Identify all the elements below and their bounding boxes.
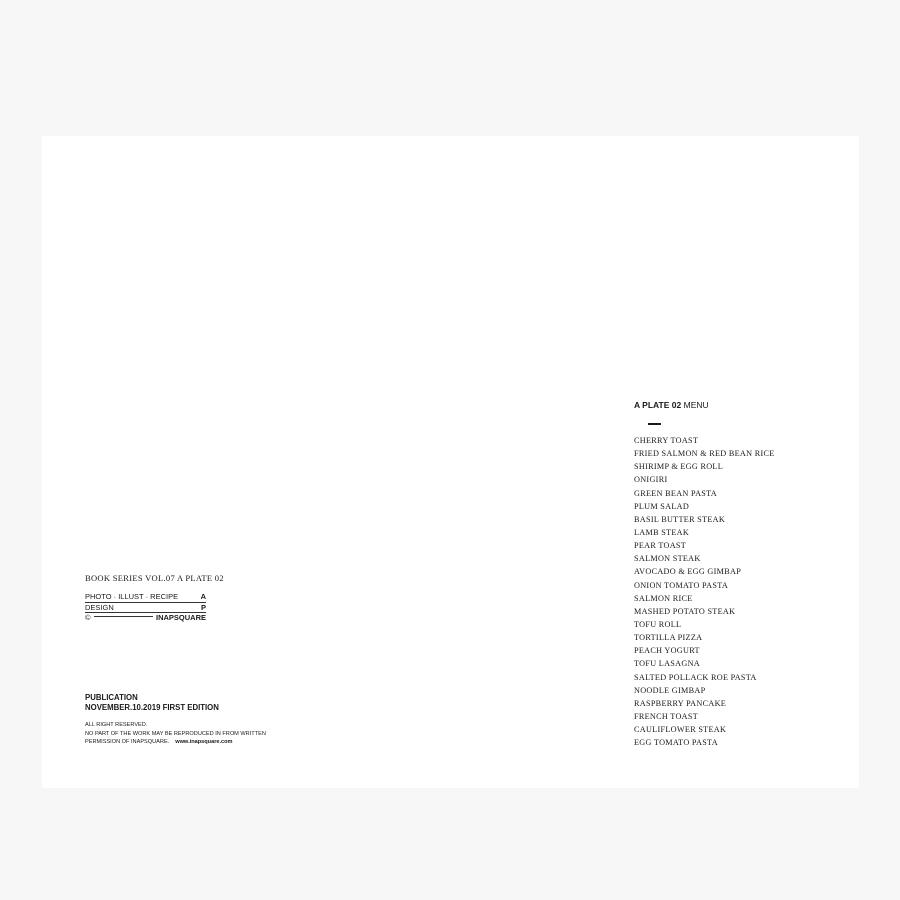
book-spread [42,136,859,788]
rights-notice [85,721,266,747]
menu-item: TORTILLA PIZZA [634,633,703,643]
menu-item: PEAR TOAST [634,541,687,551]
rights-line: NO PART OF THE WORK MAY BE REPRODUCED IN FROM WRITTEN [85,730,266,737]
credit-row-design [85,603,206,614]
publication-label: PUBLICATION [85,693,138,702]
menu-item: TOFU ROLL [634,619,682,629]
menu-list [634,434,775,749]
credit-value: A [200,592,206,601]
credit-label: DESIGN [85,602,114,612]
menu-item: AVOCADO & EGG GIMBAP [634,567,742,577]
menu-item: EGG TOMATO PASTA [634,738,718,748]
menu-item: SALTED POLLACK ROE PASTA [634,672,757,682]
menu-heading-title: A PLATE 02 [634,400,682,410]
publication-date: NOVEMBER.10.2019 FIRST EDITION [85,703,219,712]
menu-heading [634,400,709,410]
menu-item: SALMON RICE [634,593,693,603]
menu-item: ONION TOMATO PASTA [634,580,729,590]
copyright-symbol: © [85,613,91,622]
menu-item: GREEN BEAN PASTA [634,488,717,498]
menu-item: PEACH YOGURT [634,646,700,656]
credits-block [85,592,206,623]
menu-item: FRIED SALMON & RED BEAN RICE [634,449,775,459]
menu-item: FRENCH TOAST [634,711,699,721]
credit-row-photo [85,592,206,603]
menu-item: SALMON STEAK [634,554,701,564]
rights-line: PERMISSION OF INAPSQUARE. www.inapsquare.com [85,739,233,746]
menu-item: NOODLE GIMBAP [634,685,706,695]
credit-value: INAPSQUARE [155,613,206,622]
credit-value: P [200,602,206,612]
credit-label: PHOTO · ILLUST · RECIPE [85,592,179,601]
menu-item: CAULIFLOWER STEAK [634,725,727,735]
menu-heading-label: MENU [683,400,709,410]
menu-item: LAMB STEAK [634,527,690,537]
credit-row-copyright [85,613,206,623]
menu-item: ONIGIRI [634,475,668,485]
menu-item: SHIRIMP & EGG ROLL [634,462,724,472]
rights-line: ALL RIGHT RESERVED. [85,722,148,728]
menu-item: TOFU LASAGNA [634,659,700,669]
website-link[interactable]: www.inapsquare.com [175,739,233,746]
menu-item: CHERRY TOAST [634,436,699,445]
menu-item: RASPBERRY PANCAKE [634,698,727,708]
series-title: BOOK SERIES VOL.07 A PLATE 02 [85,573,224,583]
menu-item: MASHED POTATO STEAK [634,606,736,616]
publication-block [85,693,219,713]
divider-line [94,616,153,617]
menu-item: BASIL BUTTER STEAK [634,514,726,524]
menu-item: PLUM SALAD [634,501,690,511]
menu-divider-dash [648,423,661,425]
